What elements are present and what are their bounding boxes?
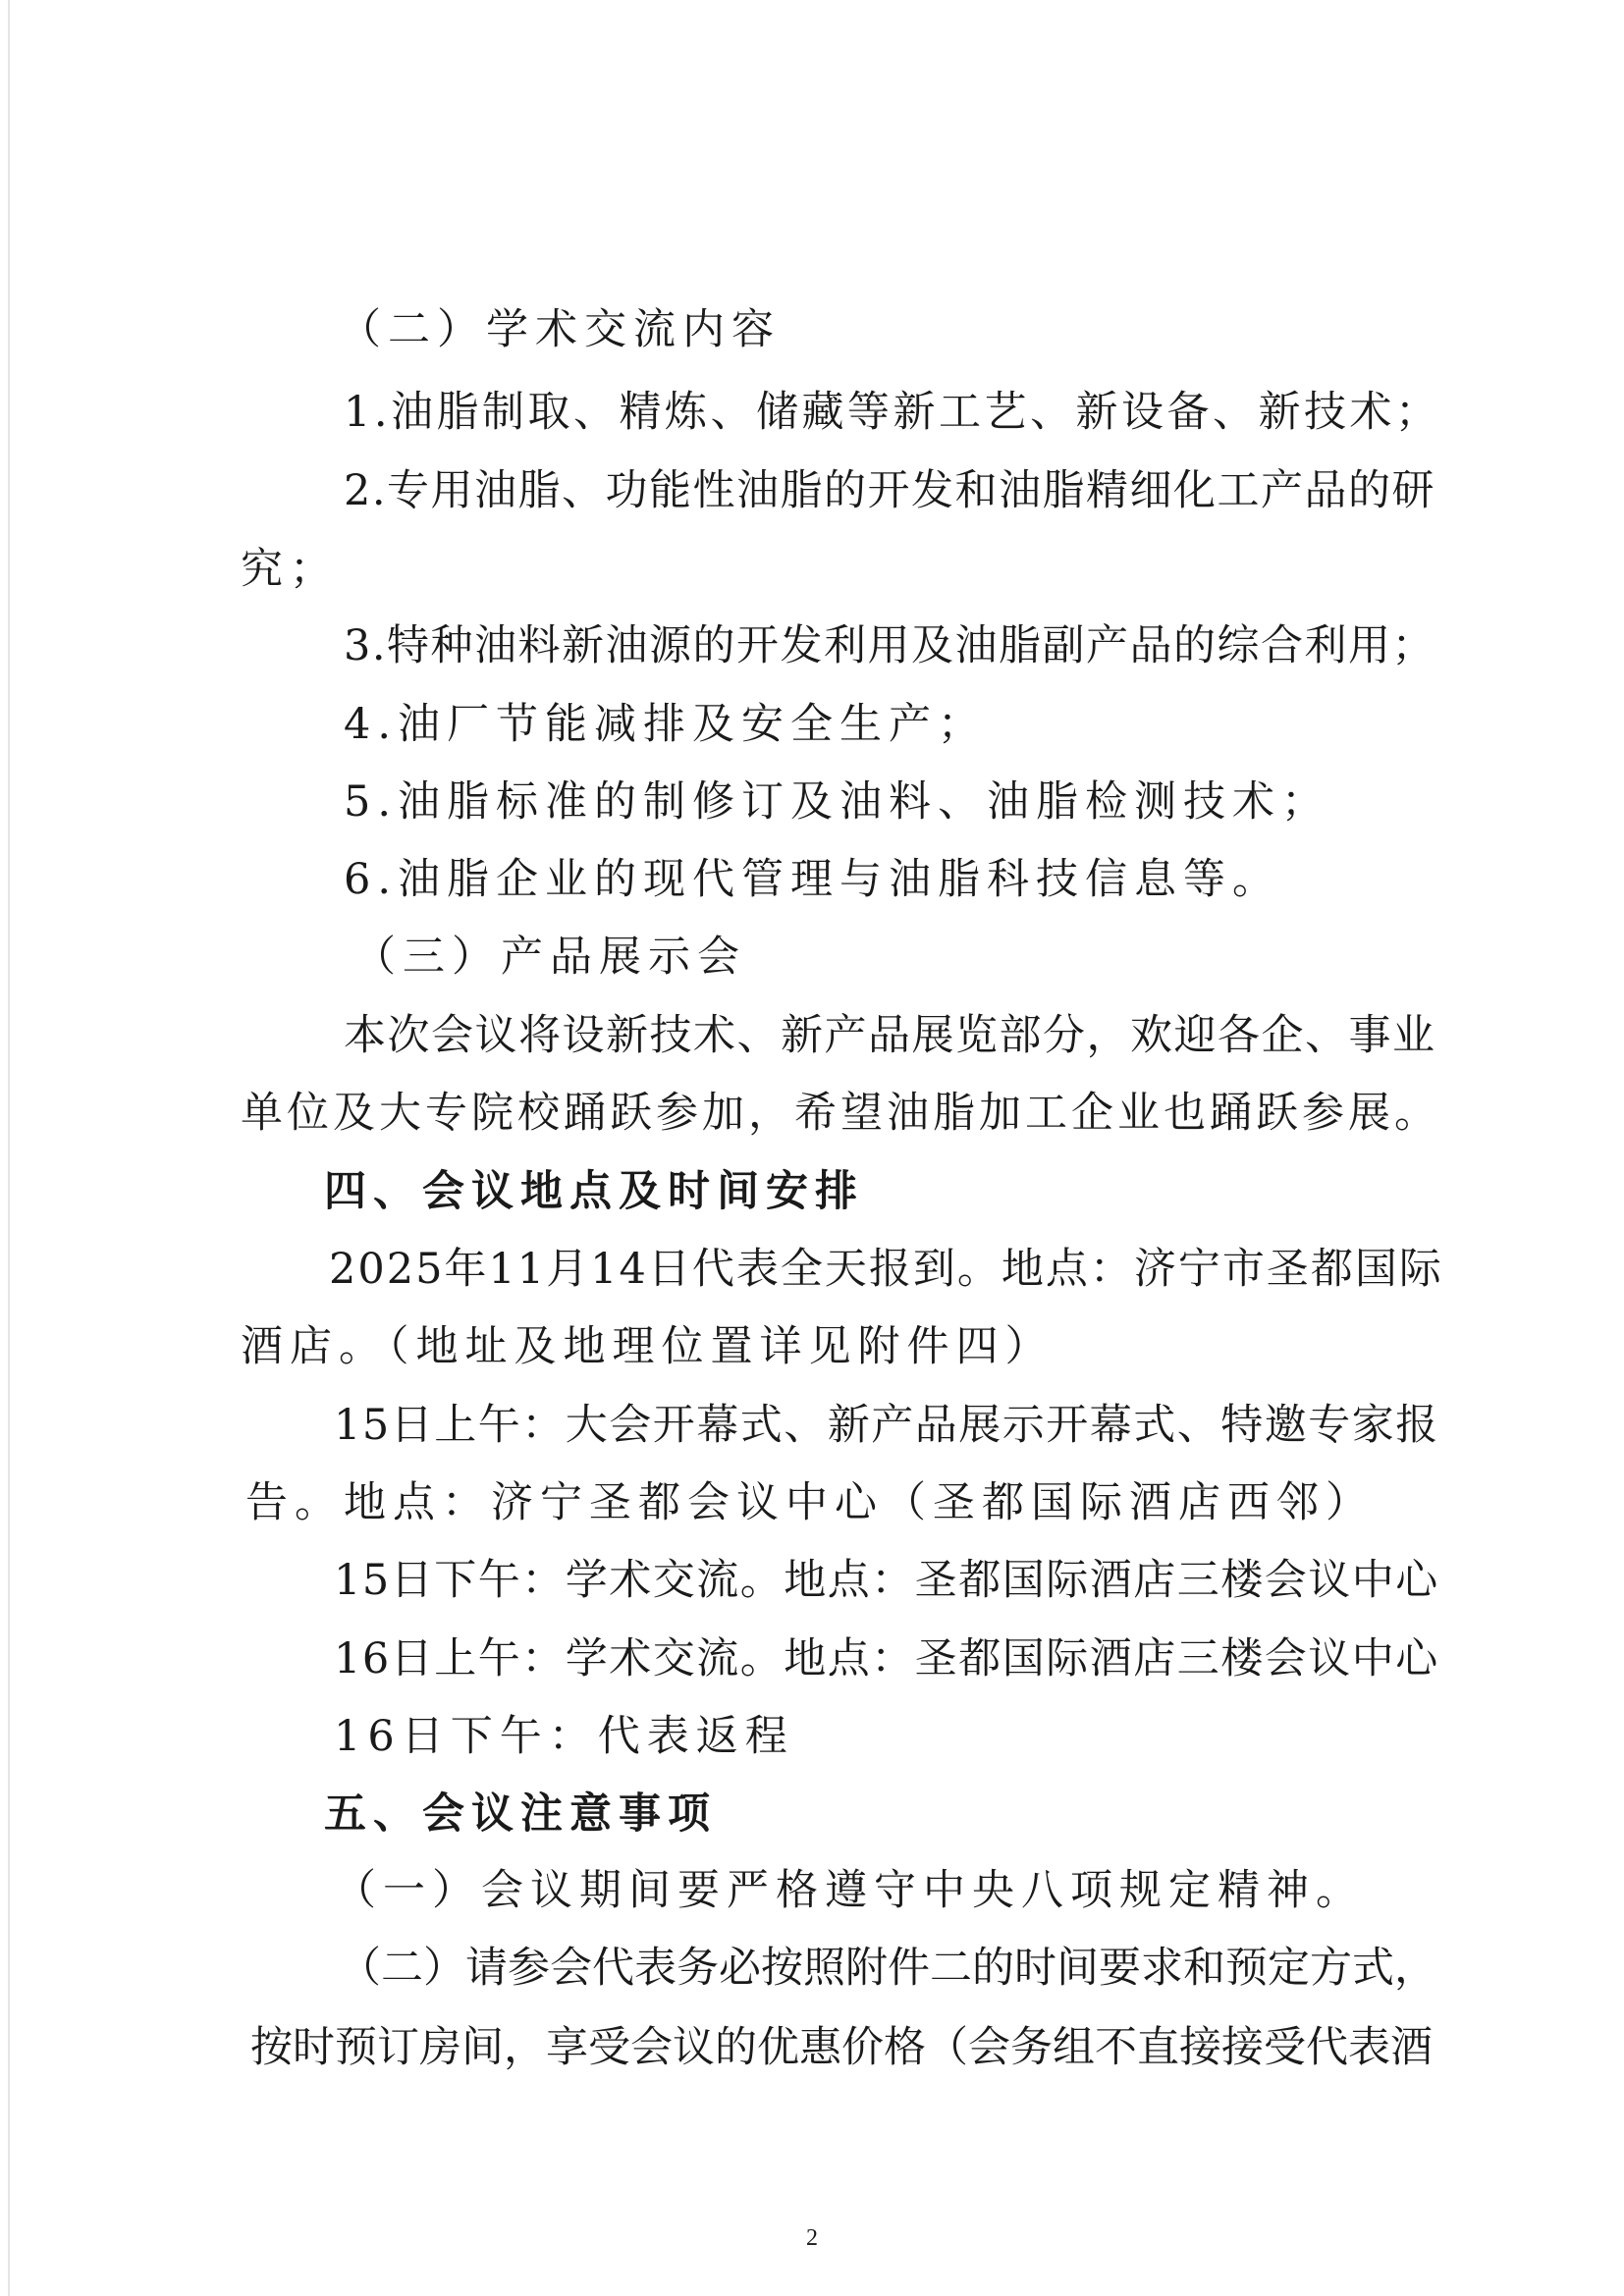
- schedule-day16-afternoon: 16日下午：代表返程: [334, 1712, 794, 1761]
- schedule-day15-afternoon: 15日下午：学术交流。地点：圣都国际酒店三楼会议中心: [334, 1556, 1439, 1605]
- page-edge-line: [8, 0, 10, 2296]
- note-item-1: （一）会议期间要严格遵守中央八项规定精神。: [334, 1866, 1365, 1915]
- list-item-1: 1.油脂制取、精炼、储藏等新工艺、新设备、新技术；: [344, 388, 1441, 437]
- schedule-day15-morning-line-2: 告。地点：济宁圣都会议中心（圣都国际酒店西邻）: [245, 1478, 1375, 1527]
- schedule-day16-morning: 16日上午：学术交流。地点：圣都国际酒店三楼会议中心: [334, 1634, 1439, 1683]
- list-item-2-continuation: 究；: [241, 545, 339, 594]
- subsection-heading-product-exhibition: （三）产品展示会: [353, 933, 746, 982]
- list-item-4: 4.油厂节能减排及安全生产；: [344, 700, 988, 749]
- schedule-registration-line-1: 2025年11月14日代表全天报到。地点：济宁市圣都国际: [329, 1245, 1443, 1294]
- subsection-heading-academic-content: （二）学术交流内容: [339, 305, 781, 354]
- schedule-day15-morning-line-1: 15日上午：大会开幕式、新产品展示开幕式、特邀专家报: [334, 1401, 1439, 1450]
- note-item-2-line-1: （二）请参会代表务必按照附件二的时间要求和预定方式，: [339, 1944, 1436, 1993]
- paragraph-exhibition-line-1: 本次会议将设新技术、新产品展览部分，欢迎各企、事业: [344, 1011, 1436, 1060]
- section-heading-notes: 五、会议注意事项: [324, 1789, 717, 1839]
- list-item-6: 6.油脂企业的现代管理与油脂科技信息等。: [344, 855, 1282, 904]
- list-item-3: 3.特种油料新油源的开发利用及油脂副产品的综合利用；: [344, 621, 1436, 670]
- schedule-registration-line-2: 酒店。（地址及地理位置详见附件四）: [241, 1322, 1055, 1371]
- paragraph-exhibition-line-2: 单位及大专院校踊跃参加，希望油脂加工企业也踊跃参展。: [241, 1089, 1440, 1138]
- section-heading-venue-schedule: 四、会议地点及时间安排: [324, 1167, 864, 1216]
- note-item-2-line-2: 按时预订房间，享受会议的优惠价格（会务组不直接接受代表酒: [250, 2023, 1433, 2072]
- page-number: 2: [806, 2225, 818, 2251]
- list-item-2: 2.专用油脂、功能性油脂的开发和油脂精细化工产品的研: [344, 466, 1436, 515]
- list-item-5: 5.油脂标准的制修订及油料、油脂检测技术；: [344, 777, 1331, 827]
